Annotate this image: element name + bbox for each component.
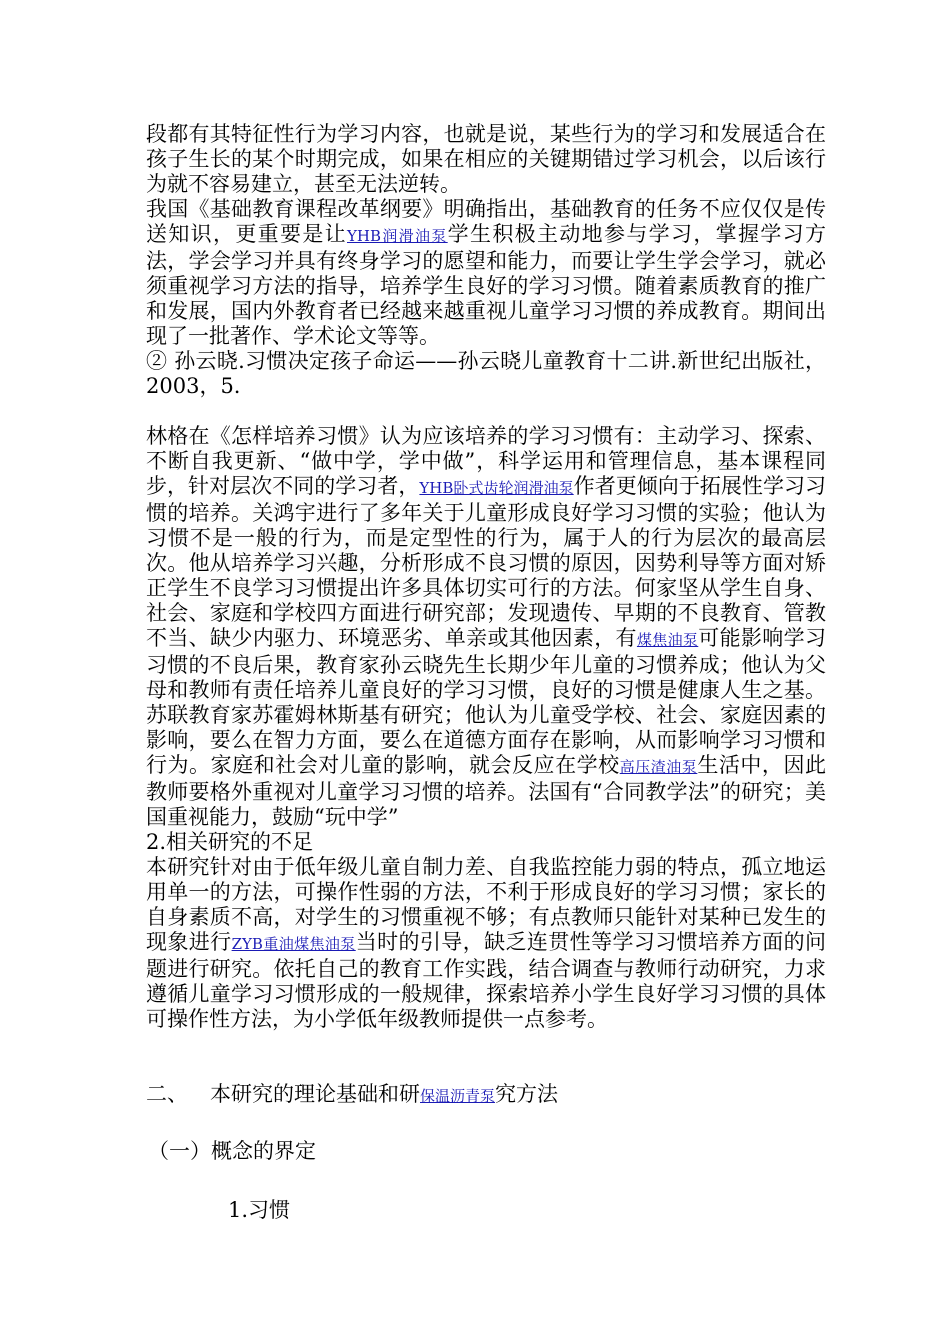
paragraph-research-gaps (146, 855, 826, 1032)
blank-line (146, 1109, 826, 1134)
paragraph-text: 我国《基础教育课程改革纲要》明确指出，基础教育的任务不应仅仅是传送知识，更重要是让 (146, 197, 826, 246)
blank-line (146, 1164, 826, 1189)
paragraph-curriculum-reform (146, 197, 826, 349)
paragraph-text: 生活中，因此教师要格外重视对儿童学习习惯的培养。法国有“合同教学法”的研究；美国重视能力，鼓励“玩中学” (146, 753, 826, 829)
blank-line (146, 399, 826, 424)
section-heading-text: 本研究的理论基础和研 (210, 1082, 420, 1106)
section-number: 二、 (146, 1082, 188, 1106)
section-heading-text: 究方法 (495, 1082, 559, 1106)
paragraph-text: 林格在《怎样培养习惯》认为应该培养的学习习惯有：主动学习、探索、不断自我更新、“做中学，学中做”，科学运用和管理信息，基本课程同步，针对层次不同的学习者， (146, 424, 826, 498)
subsection-label: 2.相关研究的不足 (146, 830, 314, 854)
link-yhb-lube-pump[interactable]: YHB润滑油泵 (347, 227, 448, 245)
link-insulated-asphalt-pump[interactable]: 保温沥青泵 (420, 1087, 496, 1105)
paragraph-text: 作者更倾向于拓展性学习习惯的培养。关鸿宇进行了多年关于儿童形成良好学习习惯的实验；他认为习惯不是一般的行为，而是定型性的行为，属于人的行为层次的最高层次。他从培养学习兴趣，分析形成不良习惯的原因，因势利导等方面对矫正学生不良学习习惯提出许多具体切实可行的方法。何家坚从学生自身、社会、家庭和学校四方面进行研究部；发现遗传、早期的不良教育、管教不当、缺少内驱力、环境恶劣、单亲或其他因素，有 (146, 474, 826, 650)
link-coal-tar-pump[interactable]: 煤焦油泵 (636, 631, 699, 649)
paragraph-literature-review (146, 424, 826, 830)
paragraph-text: 本研究针对由于低年级儿童自制力差、自我监控能力弱的特点，孤立地运用单一的方法，可操作性弱的方法，不利于形成良好的学习习惯；家长的自身素质不高，对学生的习惯重视不够；有点教师只能针对某种已发生的现象进行 (146, 855, 826, 954)
document-page (146, 122, 826, 1223)
subsection-heading: （一）概念的界定 (148, 1139, 316, 1163)
paragraph-text: 可能影响学习习惯的不良后果，教育家孙云晓先生长期少年儿童的习惯养成；他认为父母和教师有责任培养儿童良好的学习习惯，良好的习惯是健康人生之基。苏联教育家苏霍姆林斯基有研究；他认为儿童受学校、社会、家庭因素的影响，要么在智力方面，要么在道德方面存在影响，从而影响学习习惯和行为。家庭和社会对儿童的影响，就会反应在学校 (146, 626, 826, 777)
link-high-pressure-oil-pump[interactable]: 高压渣油泵 (619, 758, 698, 776)
footnote: ② 孙云晓.习惯决定孩子命运——孙云晓儿童教育十二讲.新世纪出版社，2003，5. (146, 349, 826, 398)
item-heading: 1.习惯 (228, 1198, 291, 1222)
link-zyb-heavy-oil-pump[interactable]: ZYB重油煤焦油泵 (231, 935, 356, 953)
paragraph-critical-period: 段都有其特征性行为学习内容，也就是说，某些行为的学习和发展适合在孩子生长的某个时期完成，如果在相应的关键期错过学习机会，以后该行为就不容易建立，甚至无法逆转。 (146, 122, 826, 196)
blank-space (146, 1189, 826, 1198)
paragraph-text: 学生积极主动地参与学习，掌握学习方法，学会学习并具有终身学习的愿望和能力，而要让学生学会学习，就必须重视学习方法的指导，培养学生良好的学习习惯。随着素质教育的推广和发展，国内外教育者已经越来越重视儿童学习习惯的养成教育。期间出现了一批著作、学术论文等等。 (146, 222, 826, 348)
blank-line (146, 1057, 826, 1082)
paragraph-text: 当时的引导，缺乏连贯性等学习习惯培养方面的问题进行研究。依托自己的教育工作实践，结合调查与教师行动研究，力求遵循儿童学习习惯形成的一般规律，探索培养小学生良好学习习惯的具体可操作性方法，为小学低年级教师提供一点参考。 (146, 930, 827, 1031)
blank-line (146, 1032, 826, 1057)
section-heading (146, 1082, 826, 1109)
link-yhb-gear-pump[interactable]: YHB卧式齿轮润滑油泵 (419, 479, 574, 497)
